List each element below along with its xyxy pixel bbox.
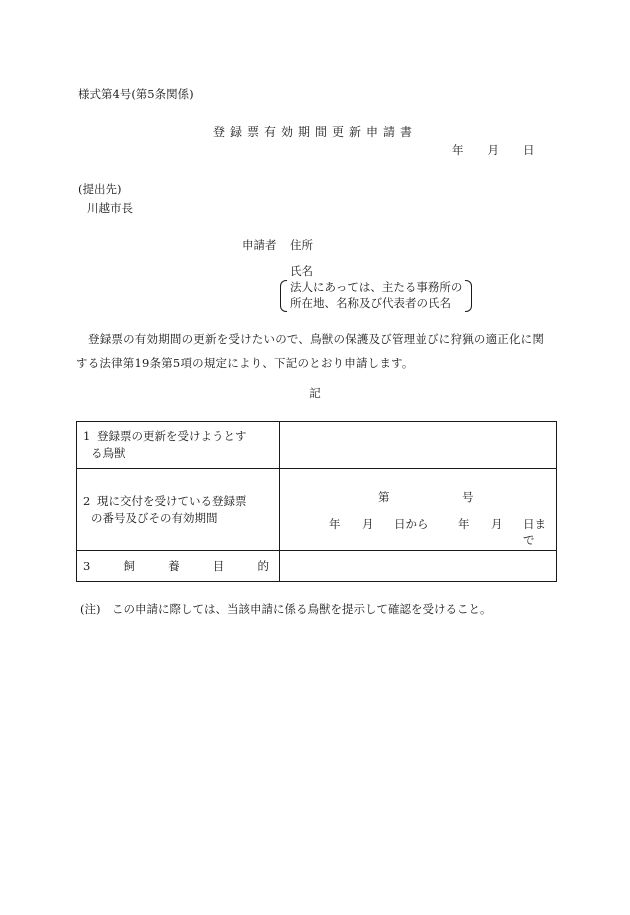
target-species-label-line1: 登録票の更新を受けようとす xyxy=(97,429,247,443)
application-form-table xyxy=(76,421,557,582)
recipient-label: (提出先) xyxy=(78,182,122,196)
number-prefix: 第 xyxy=(378,490,390,504)
corporation-note xyxy=(280,279,472,311)
from-day-label: 日から xyxy=(394,517,429,531)
row-number: 1 xyxy=(83,429,91,443)
to-month-label: 月 xyxy=(491,517,503,531)
row-number: 3 xyxy=(83,558,91,573)
from-year-label: 年 xyxy=(329,517,341,531)
breeding-purpose-char-3: 目 xyxy=(212,558,225,573)
recipient-name: 川越市長 xyxy=(87,201,133,215)
from-month-label: 月 xyxy=(362,517,374,531)
footnote xyxy=(80,601,492,617)
current-registration-label-line2: の番号及びその有効期間 xyxy=(91,510,218,525)
application-body-text: 登録票の有効期間の更新を受けたいので、鳥獣の保護及び管理並びに狩猟の適正化に関する法律第19条第5項の規定により、下記のとおり申請します。 xyxy=(76,332,545,370)
name-label: 氏名 xyxy=(290,264,313,278)
breeding-purpose-input-cell[interactable] xyxy=(280,551,557,582)
current-registration-label-line1: 現に交付を受けている登録票 xyxy=(97,493,247,508)
breeding-purpose-char-1: 飼 xyxy=(123,558,135,573)
ki-heading: 記 xyxy=(309,386,321,400)
corporation-note-line1: 法人にあっては、主たる事務所の xyxy=(290,280,463,294)
document-title: 登録票有効期間更新申請書 xyxy=(212,125,417,139)
current-registration-input-cell[interactable] xyxy=(280,469,557,551)
right-bracket xyxy=(465,280,472,312)
current-registration-label-cell xyxy=(77,469,280,551)
target-species-input-cell[interactable] xyxy=(280,422,557,469)
target-species-label-cell xyxy=(77,422,280,469)
form-number: 様式第4号(第5条関係) xyxy=(78,87,194,101)
row-number: 2 xyxy=(83,493,91,508)
date-month-label: 月 xyxy=(487,143,499,157)
to-day-label: 日まで xyxy=(523,517,546,547)
corporation-note-line2: 所在地、名称及び代表者の氏名 xyxy=(290,296,451,310)
date-year-label: 年 xyxy=(452,143,464,157)
target-species-label-line2: る鳥獣 xyxy=(91,446,126,460)
footnote-mark: (注) xyxy=(80,602,101,616)
table-row-target-species xyxy=(77,422,557,469)
address-label: 住所 xyxy=(290,238,313,252)
breeding-purpose-label-cell xyxy=(77,551,280,582)
breeding-purpose-char-2: 養 xyxy=(168,558,180,573)
applicant-label: 申請者 xyxy=(242,238,277,252)
to-year-label: 年 xyxy=(458,517,470,531)
footnote-text: この申請に際しては、当該申請に係る鳥獣を提示して確認を受けること。 xyxy=(112,602,492,616)
left-bracket xyxy=(280,280,287,312)
date-line xyxy=(452,142,535,158)
breeding-purpose-char-4: 的 xyxy=(257,558,269,573)
table-row-breeding-purpose xyxy=(77,551,557,582)
number-suffix: 号 xyxy=(462,490,474,504)
date-day-label: 日 xyxy=(523,143,535,157)
table-row-current-registration xyxy=(77,469,557,551)
